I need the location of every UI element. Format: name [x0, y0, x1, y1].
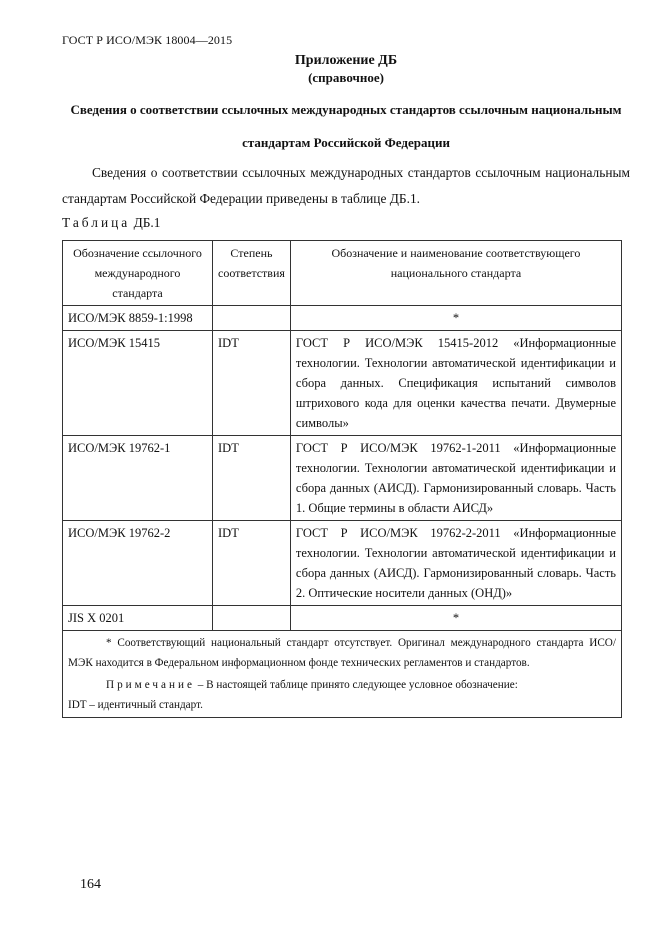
cell-degree: [213, 606, 291, 631]
header-ref-standard: Обозначение ссылочного международного стандарта: [63, 241, 213, 306]
cell-national-standard: ГОСТ Р ИСО/МЭК 15415-2012 «Информационные технологии. Технологии автоматической идентификации и сбора данных. Спецификация испытаний символов штрихового кода для оценки качества печати. Двумерные символы»: [290, 331, 621, 436]
cell-ref-standard: ИСО/МЭК 15415: [63, 331, 213, 436]
table-header-row: [63, 241, 622, 306]
header-national-standard: Обозначение и наименование соответствующего национального стандарта: [290, 241, 621, 306]
intro-paragraph: Сведения о соответствии ссылочных международных стандартов ссылочным национальным стандартам Российской Федерации приведены в таблице ДБ.1.: [62, 165, 630, 206]
note-line-2: IDT – идентичный стандарт.: [68, 699, 203, 711]
appendix-title: Приложение ДБ: [294, 53, 398, 68]
table-footnote-cell: [63, 631, 622, 718]
table-row: [63, 521, 622, 606]
cell-degree: IDT: [213, 436, 291, 521]
correspondence-table: [62, 240, 622, 718]
cell-ref-standard: JIS X 0201: [63, 606, 213, 631]
cell-ref-standard: ИСО/МЭК 19762-1: [63, 436, 213, 521]
section-heading: Сведения о соответствии ссылочных международных стандартов ссылочным национальным стандартам Российской Федерации: [70, 102, 622, 150]
table-footnote: * Соответствующий национальный стандарт отсутствует. Оригинал международного стандарта ИСО/МЭК находится в Федеральном информационном фонде технических регламентов и стандартов.: [68, 637, 616, 669]
note-label: Примечание: [106, 679, 195, 691]
table-caption-label: Таблица: [62, 215, 131, 230]
cell-national-standard: ГОСТ Р ИСО/МЭК 19762-1-2011 «Информационные технологии. Технологии автоматической идентификации и сбора данных (АИСД). Гармонизированный словарь. Часть 1. Общие термины в области АИСД»: [290, 436, 621, 521]
table-row: [63, 306, 622, 331]
table-note: [68, 675, 616, 695]
cell-national-standard: *: [290, 606, 621, 631]
cell-ref-standard: ИСО/МЭК 8859-1:1998: [63, 306, 213, 331]
cell-degree: [213, 306, 291, 331]
table-row: [63, 606, 622, 631]
cell-degree: IDT: [213, 331, 291, 436]
note-text: – В настоящей таблице принято следующее условное обозначение:: [194, 679, 518, 691]
table-caption: [62, 215, 160, 231]
page-number: 164: [80, 877, 101, 892]
appendix-subtitle: (справочное): [308, 70, 384, 85]
cell-national-standard: ГОСТ Р ИСО/МЭК 19762-2-2011 «Информационные технологии. Технологии автоматической идентификации и сбора данных (АИСД). Гармонизированный словарь. Часть 2. Оптические носители данных (ОНД)»: [290, 521, 621, 606]
cell-national-standard: *: [290, 306, 621, 331]
table-row: [63, 331, 622, 436]
table-footnote-row: [63, 631, 622, 718]
running-header: ГОСТ Р ИСО/МЭК 18004—2015: [62, 33, 233, 47]
cell-degree: IDT: [213, 521, 291, 606]
table-caption-number: ДБ.1: [133, 215, 161, 230]
cell-ref-standard: ИСО/МЭК 19762-2: [63, 521, 213, 606]
header-degree: Степень соответствия: [213, 241, 291, 306]
table-row: [63, 436, 622, 521]
